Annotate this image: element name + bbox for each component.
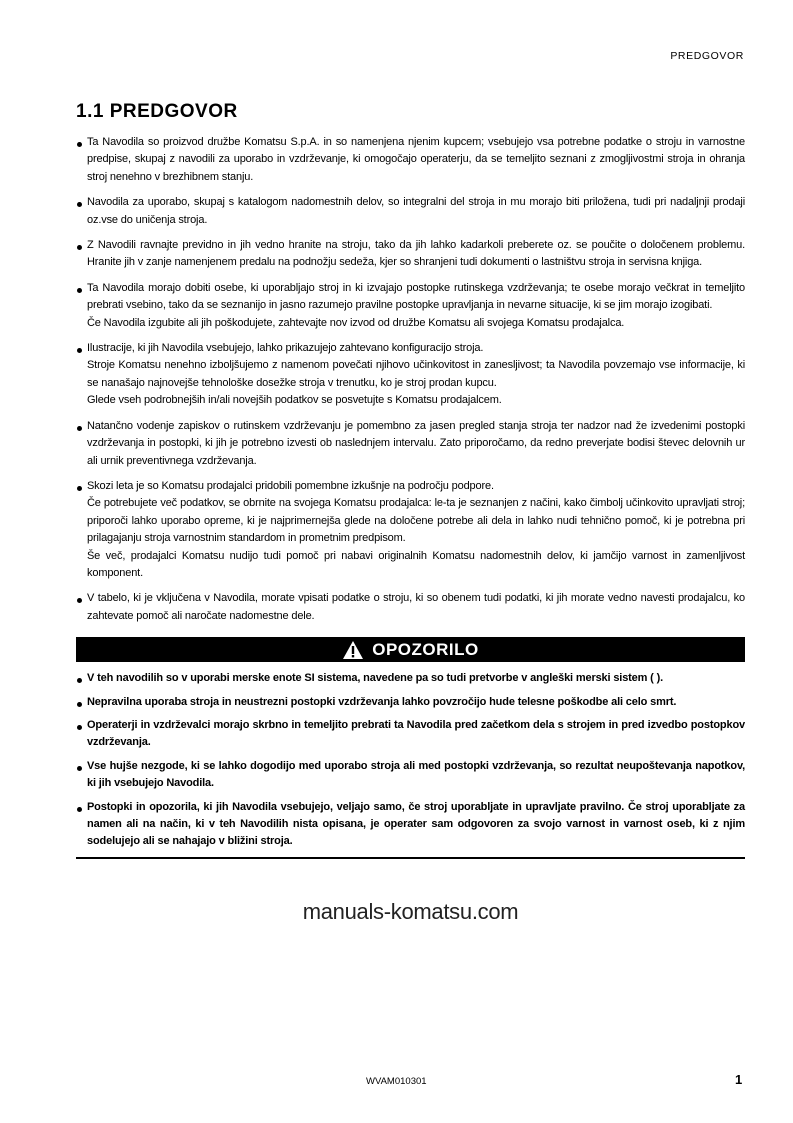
paragraph: Če potrebujete več podatkov, se obrnite na svojega Komatsu prodajalca: le-ta je seznanjen z načini, kako čimbolj učinkovito upravljati stroj; priporoči lahko uporabo opreme, ki je najprimernejša glede na določene potrebe ali dela in lahko nudi tehnično pomoč, ki je potrebna pri prilagajanju stroja varnostnim standardom in prometnim predpisom.: [87, 497, 745, 545]
paragraph: Z Navodili ravnajte previdno in jih vedno hranite na stroju, tako da jih lahko kadarkoli preberete oz. se poučite o določenem problemu. Hranite jih v zanje namenjenem predalu na podnožju sedeža, kjer so shranjeni tudi dokumenti o lastništvu stroja in servisna knjiga.: [87, 239, 745, 269]
warning-item: [76, 758, 745, 793]
page-number: 1: [735, 1072, 743, 1087]
watermark: manuals-komatsu.com: [302, 898, 519, 924]
list-item: [76, 478, 745, 582]
paragraph: Če Navodila izgubite ali jih poškodujete, zahtevajte nov izvod od družbe Komatsu ali svojega Komatsu prodajalca.: [87, 316, 625, 329]
paragraph: Stroje Komatsu nenehno izboljšujemo z namenom povečati njihovo učinkovitost in zanesljivost; ta Navodila povzemajo vse informacije, ki se nanašajo najnovejše tehnološke dosežke stroja v trenutku, ko je stroj prodan kupcu.: [87, 359, 745, 389]
list-item: [76, 134, 745, 186]
paragraph: Še več, prodajalci Komatsu nudijo tudi pomoč pri nabavi originalnih Komatsu nadomestnih delov, ki jamčijo varnost in zamenljivost komponent.: [87, 549, 745, 579]
paragraph: Navodila za uporabo, skupaj s katalogom nadomestnih delov, so integralni del stroja in mu morajo biti priložena, tudi pri nadaljnji prodaji oz.vse do uničenja stroja.: [87, 196, 745, 226]
warning-item: [76, 717, 745, 752]
document-code: WVAM010301: [366, 1076, 427, 1087]
running-header: PREDGOVOR: [670, 50, 744, 62]
intro-list: [76, 134, 745, 625]
warning-banner: [76, 637, 745, 662]
list-item: [76, 237, 745, 272]
warning-item: [76, 799, 745, 851]
paragraph: Ilustracije, ki jih Navodila vsebujejo, lahko prikazujejo zahtevano konfiguracijo stroja.: [87, 342, 484, 355]
list-item: [76, 340, 745, 410]
paragraph: Operaterji in vzdrževalci morajo skrbno in temeljito prebrati ta Navodila pred začetkom dela s strojem in pred izvedbo postopkov vzdrževanja.: [87, 718, 745, 749]
paragraph: Glede vseh podrobnejših in/ali novejših podatkov se posvetujte s Komatsu prodajalcem.: [87, 394, 502, 407]
warning-triangle-icon: [342, 640, 364, 660]
warning-item: [76, 670, 745, 687]
paragraph: Natančno vodenje zapiskov o rutinskem vzdrževanju je pomembno za jasen pregled stanja stroja ter nadzor nad že izvedenimi postopki vzdrževanja in postopki, ki jih je potrebno izvesti ob naslednjem intervalu. Zato priporočamo, da redno preverjate bodisi števec delovnih ur ali urnik preventivnega vzdrževanja.: [87, 419, 745, 467]
warning-list: [76, 670, 745, 851]
paragraph: Nepravilna uporaba stroja in neustrezni postopki vzdrževanja lahko povzročijo hude telesne poškodbe ali celo smrt.: [87, 695, 677, 708]
paragraph: Ta Navodila morajo dobiti osebe, ki uporabljajo stroj in ki izvajajo postopke rutinskega vzdrževanja; te osebe morajo večkrat in temeljito prebrati vsebino, tako da se seznanijo in jasno razumejo pravilne postopke upravljanja in nevarne situacije, ki se jim morajo izogibati.: [87, 281, 745, 312]
list-item: [76, 194, 745, 229]
warning-item: [76, 694, 745, 711]
paragraph: Skozi leta je so Komatsu prodajalci pridobili pomembne izkušnje na področju podpore.: [87, 479, 494, 492]
list-item: [76, 418, 745, 470]
list-item: [76, 280, 745, 332]
paragraph: Vse hujše nezgode, ki se lahko dogodijo med uporabo stroja ali med postopki vzdrževanja, so rezultat neupoštevanja napotkov, ki jih vsebujejo Navodila.: [87, 759, 745, 790]
paragraph: V teh navodilih so v uporabi merske enote SI sistema, navedene pa so tudi pretvorbe v angleški merski sistem ( ).: [87, 672, 664, 685]
paragraph: Ta Navodila so proizvod družbe Komatsu S.p.A. in so namenjena njenim kupcem; vsebujejo vsa potrebne podatke o stroju in varnostne predpise, skupaj z navodili za uporabo in vzdrževanje, ki omogočajo operaterju, da se temeljito seznani z zmogljivostmi stroja in ohranja stroj nenehno v brezhibnem stanju.: [87, 136, 745, 183]
page-title: 1.1 PREDGOVOR: [76, 101, 238, 122]
paragraph: V tabelo, ki je vključena v Navodila, morate vpisati podatke o stroju, ki so obenem tudi podatki, ki jih morate vedno navesti prodajalcu, ko zahtevate pomoč ali naročate nadomestne dele.: [87, 592, 745, 622]
paragraph: Postopki in opozorila, ki jih Navodila vsebujejo, veljajo samo, če stroj uporabljate in upravljate pravilno. Če stroj uporabljate za namen ali na način, ki v teh Navodilih nista opisana, je operater sam odgovoren za svojo varnost in varnost oseb, ki z njim sodelujejo ali se nahajajo v bližini stroja.: [87, 800, 745, 848]
content-flow: [76, 134, 745, 925]
warning-title: OPOZORILO: [372, 639, 479, 659]
divider: [76, 857, 745, 859]
list-item: [76, 590, 745, 625]
